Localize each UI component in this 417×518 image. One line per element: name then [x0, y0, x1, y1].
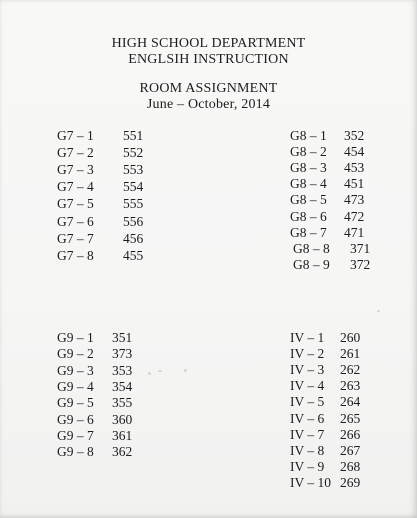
section-code: IV – 1: [290, 330, 325, 345]
section-code: IV – 4: [290, 378, 325, 394]
room-number: 261: [340, 346, 361, 362]
room-number: 453: [344, 160, 365, 176]
room-number: 352: [344, 128, 365, 143]
document-title: ROOM ASSIGNMENT: [139, 81, 278, 96]
section-code: G9 – 5: [57, 395, 94, 411]
room-number: 353: [112, 362, 133, 378]
section-code: G9 – 8: [57, 444, 94, 460]
room-number: 267: [340, 442, 361, 458]
section-code: IV – 10: [290, 474, 332, 490]
section-code: IV – 2: [290, 346, 325, 362]
section-code: G8 – 9: [293, 256, 330, 272]
room-number: 351: [112, 330, 133, 345]
room-number: 555: [123, 196, 144, 212]
subject-heading: ENGLSIH INSTRUCTION: [128, 52, 289, 67]
room-number: 471: [344, 224, 365, 240]
section-code: G8 – 3: [290, 160, 327, 176]
room-number: 264: [340, 394, 361, 410]
section-code: G8 – 4: [290, 176, 327, 192]
section-code: IV – 6: [290, 410, 325, 426]
section-code: G7 – 6: [57, 213, 94, 229]
section-code: IV – 3: [290, 362, 325, 378]
section-code: G8 – 7: [290, 224, 327, 240]
section-code: G9 – 4: [57, 378, 94, 394]
grade9-assignment-list: [57, 330, 177, 470]
section-code: G7 – 1: [57, 128, 94, 143]
room-number: 554: [123, 179, 144, 195]
room-number: 266: [340, 426, 361, 442]
section-code: G8 – 5: [290, 192, 327, 208]
room-number: 455: [123, 247, 144, 263]
grade8-assignment-list: [290, 128, 410, 278]
section-code: G8 – 8: [293, 240, 330, 256]
section-code: IV – 9: [290, 458, 325, 474]
section-code: G8 – 2: [290, 144, 327, 160]
room-number: 260: [340, 330, 361, 345]
section-code: G7 – 8: [57, 247, 94, 263]
section-code: G9 – 3: [57, 362, 94, 378]
room-number: 552: [123, 145, 144, 161]
room-number: 362: [112, 444, 133, 460]
department-heading: HIGH SCHOOL DEPARTMENT: [111, 36, 306, 51]
room-number: 361: [112, 427, 133, 443]
fourth-year-assignment-list: [290, 330, 415, 495]
section-code: G7 – 3: [57, 162, 94, 178]
room-number: 268: [340, 458, 361, 474]
section-code: G7 – 5: [57, 196, 94, 212]
section-code: G7 – 7: [57, 230, 94, 246]
section-code: G7 – 2: [57, 145, 94, 161]
room-number: 456: [123, 230, 144, 246]
section-code: G9 – 2: [57, 346, 94, 362]
room-number: 265: [340, 410, 361, 426]
room-number: 472: [344, 208, 365, 224]
section-code: G8 – 1: [290, 128, 327, 143]
room-number: 355: [112, 395, 133, 411]
room-number: 553: [123, 162, 144, 178]
room-number: 269: [340, 474, 361, 490]
room-number: 556: [123, 213, 144, 229]
room-number: 354: [112, 378, 133, 394]
paper-speck: [377, 310, 380, 312]
section-code: IV – 8: [290, 442, 325, 458]
document-period: June – October, 2014: [146, 97, 271, 112]
room-number: 551: [123, 128, 144, 143]
room-number: 473: [344, 192, 365, 208]
section-code: IV – 7: [290, 426, 325, 442]
room-number: 454: [344, 144, 365, 160]
section-code: G9 – 7: [57, 427, 94, 443]
paper-speck: [148, 372, 151, 375]
section-code: G7 – 4: [57, 179, 94, 195]
grade7-assignment-list: [57, 128, 177, 268]
section-code: IV – 5: [290, 394, 325, 410]
paper-speck: [158, 370, 162, 372]
room-number: 263: [340, 378, 361, 394]
section-code: G8 – 6: [290, 208, 327, 224]
room-number: 373: [112, 346, 133, 362]
section-code: G9 – 6: [57, 411, 94, 427]
room-number: 451: [344, 176, 365, 192]
paper-speck: [184, 369, 187, 372]
room-number: 371: [350, 240, 371, 256]
section-code: G9 – 1: [57, 330, 94, 345]
room-number: 262: [340, 362, 361, 378]
room-number: 360: [112, 411, 133, 427]
room-number: 372: [350, 256, 371, 272]
